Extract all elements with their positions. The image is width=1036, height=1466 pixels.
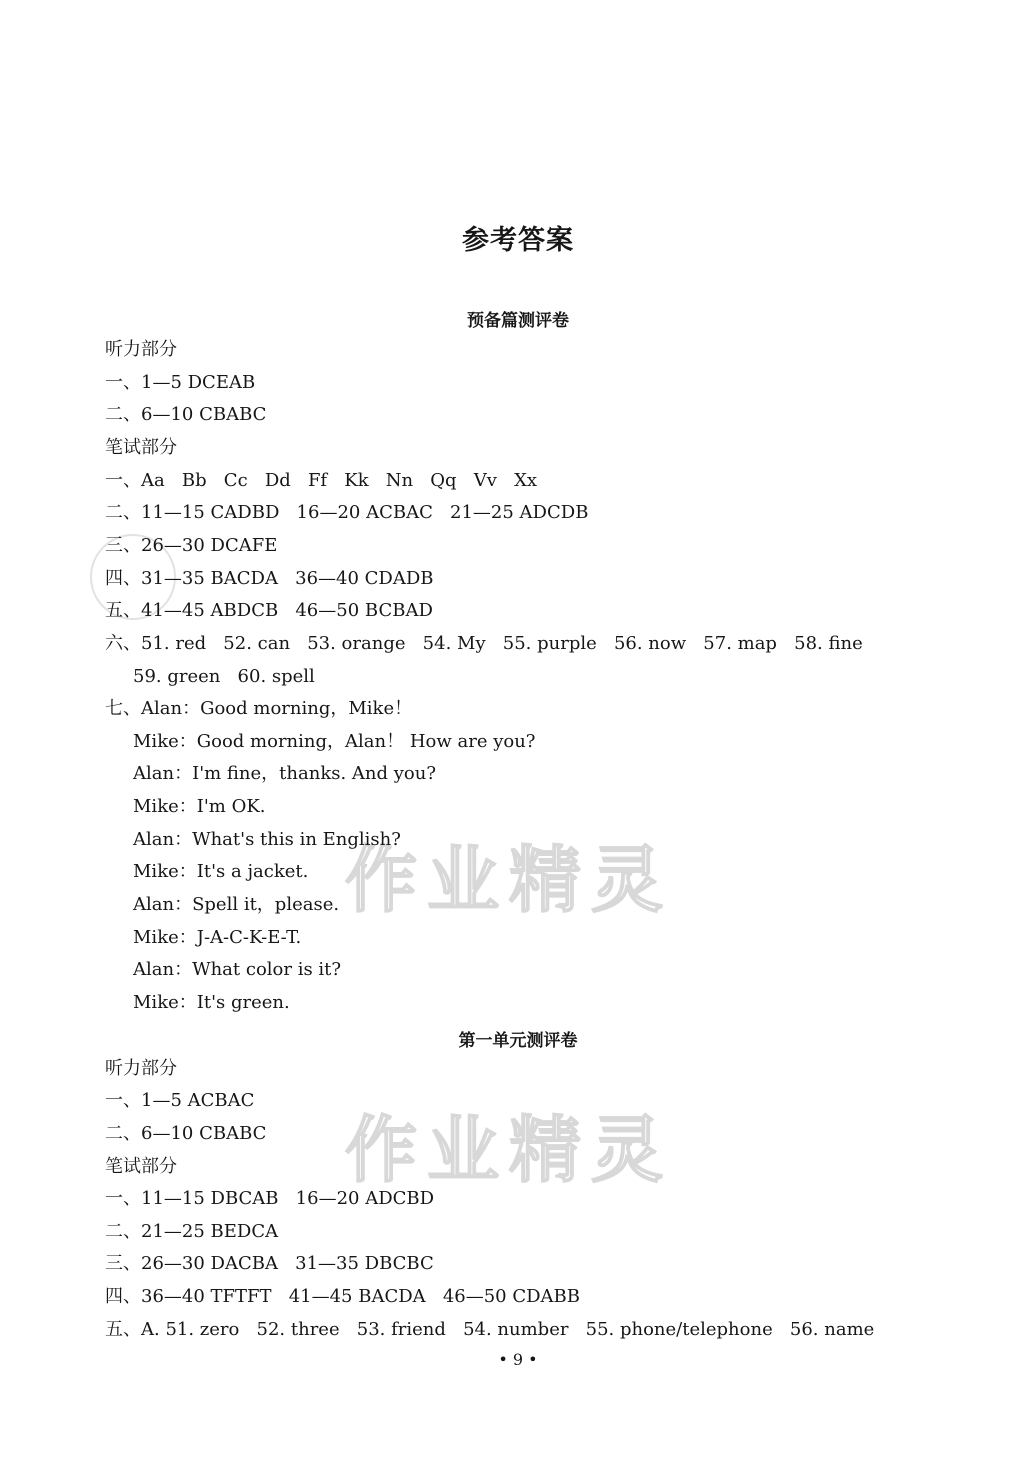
- watermark-upper: 作业精灵: [345, 838, 674, 922]
- s1-line: 四、31—35 BACDA 36—40 CDADB: [105, 568, 434, 589]
- s1-line: 三、26—30 DCAFE: [105, 535, 278, 556]
- section1-heading: 预备篇测评卷: [467, 311, 569, 331]
- s1-line: 五、41—45 ABDCB 46—50 BCBAD: [105, 600, 433, 621]
- dialog-line: Mike：It's a jacket.: [133, 861, 309, 882]
- dialog-line: Alan：What's this in English?: [133, 829, 401, 850]
- dialog-line: 七、Alan：Good morning，Mike！: [105, 698, 413, 719]
- page-title: 参考答案: [462, 225, 574, 256]
- dialog-line: Mike：I'm OK.: [133, 796, 266, 817]
- s2-line: 笔试部分: [105, 1156, 177, 1177]
- s2-line: 一、11—15 DBCAB 16—20 ADCBD: [105, 1188, 435, 1209]
- s2-line: 三、26—30 DACBA 31—35 DBCBC: [105, 1253, 434, 1274]
- s2-line: 四、36—40 TFTFT 41—45 BACDA 46—50 CDABB: [105, 1286, 581, 1307]
- s1-line: 六、51. red 52. can 53. orange 54. My 55. purple 56. now 57. map 58. fine: [105, 633, 863, 654]
- watermark-lower: 作业精灵: [345, 1108, 674, 1192]
- s1-line: 二、11—15 CADBD 16—20 ACBAC 21—25 ADCDB: [105, 502, 589, 523]
- dialog-line: Mike：Good morning，Alan！ How are you?: [133, 731, 536, 752]
- dialog-line: Alan：I'm fine，thanks. And you?: [133, 763, 437, 784]
- s2-line: 五、A. 51. zero 52. three 53. friend 54. number 55. phone/telephone 56. name: [105, 1319, 875, 1340]
- page-number: • 9 •: [498, 1350, 538, 1369]
- section2-heading: 第一单元测评卷: [458, 1031, 578, 1051]
- s2-line: 二、6—10 CBABC: [105, 1123, 267, 1144]
- dialog-line: Mike：J-A-C-K-E-T.: [133, 927, 302, 948]
- s1-line-continued: 59. green 60. spell: [133, 666, 315, 687]
- s2-line: 一、1—5 ACBAC: [105, 1090, 255, 1111]
- s1-line: 听力部分: [105, 339, 177, 360]
- s1-line: 一、1—5 DCEAB: [105, 372, 256, 393]
- dialog-line: Alan：What color is it?: [133, 959, 342, 980]
- s2-line: 二、21—25 BEDCA: [105, 1221, 279, 1242]
- s1-line: 笔试部分: [105, 437, 177, 458]
- dialog-line: Mike：It's green.: [133, 992, 290, 1013]
- s2-line: 听力部分: [105, 1058, 177, 1079]
- s1-line: 二、6—10 CBABC: [105, 404, 267, 425]
- dialog-line: Alan：Spell it，please.: [133, 894, 340, 915]
- s1-line: 一、Aa Bb Cc Dd Ff Kk Nn Qq Vv Xx: [105, 470, 538, 491]
